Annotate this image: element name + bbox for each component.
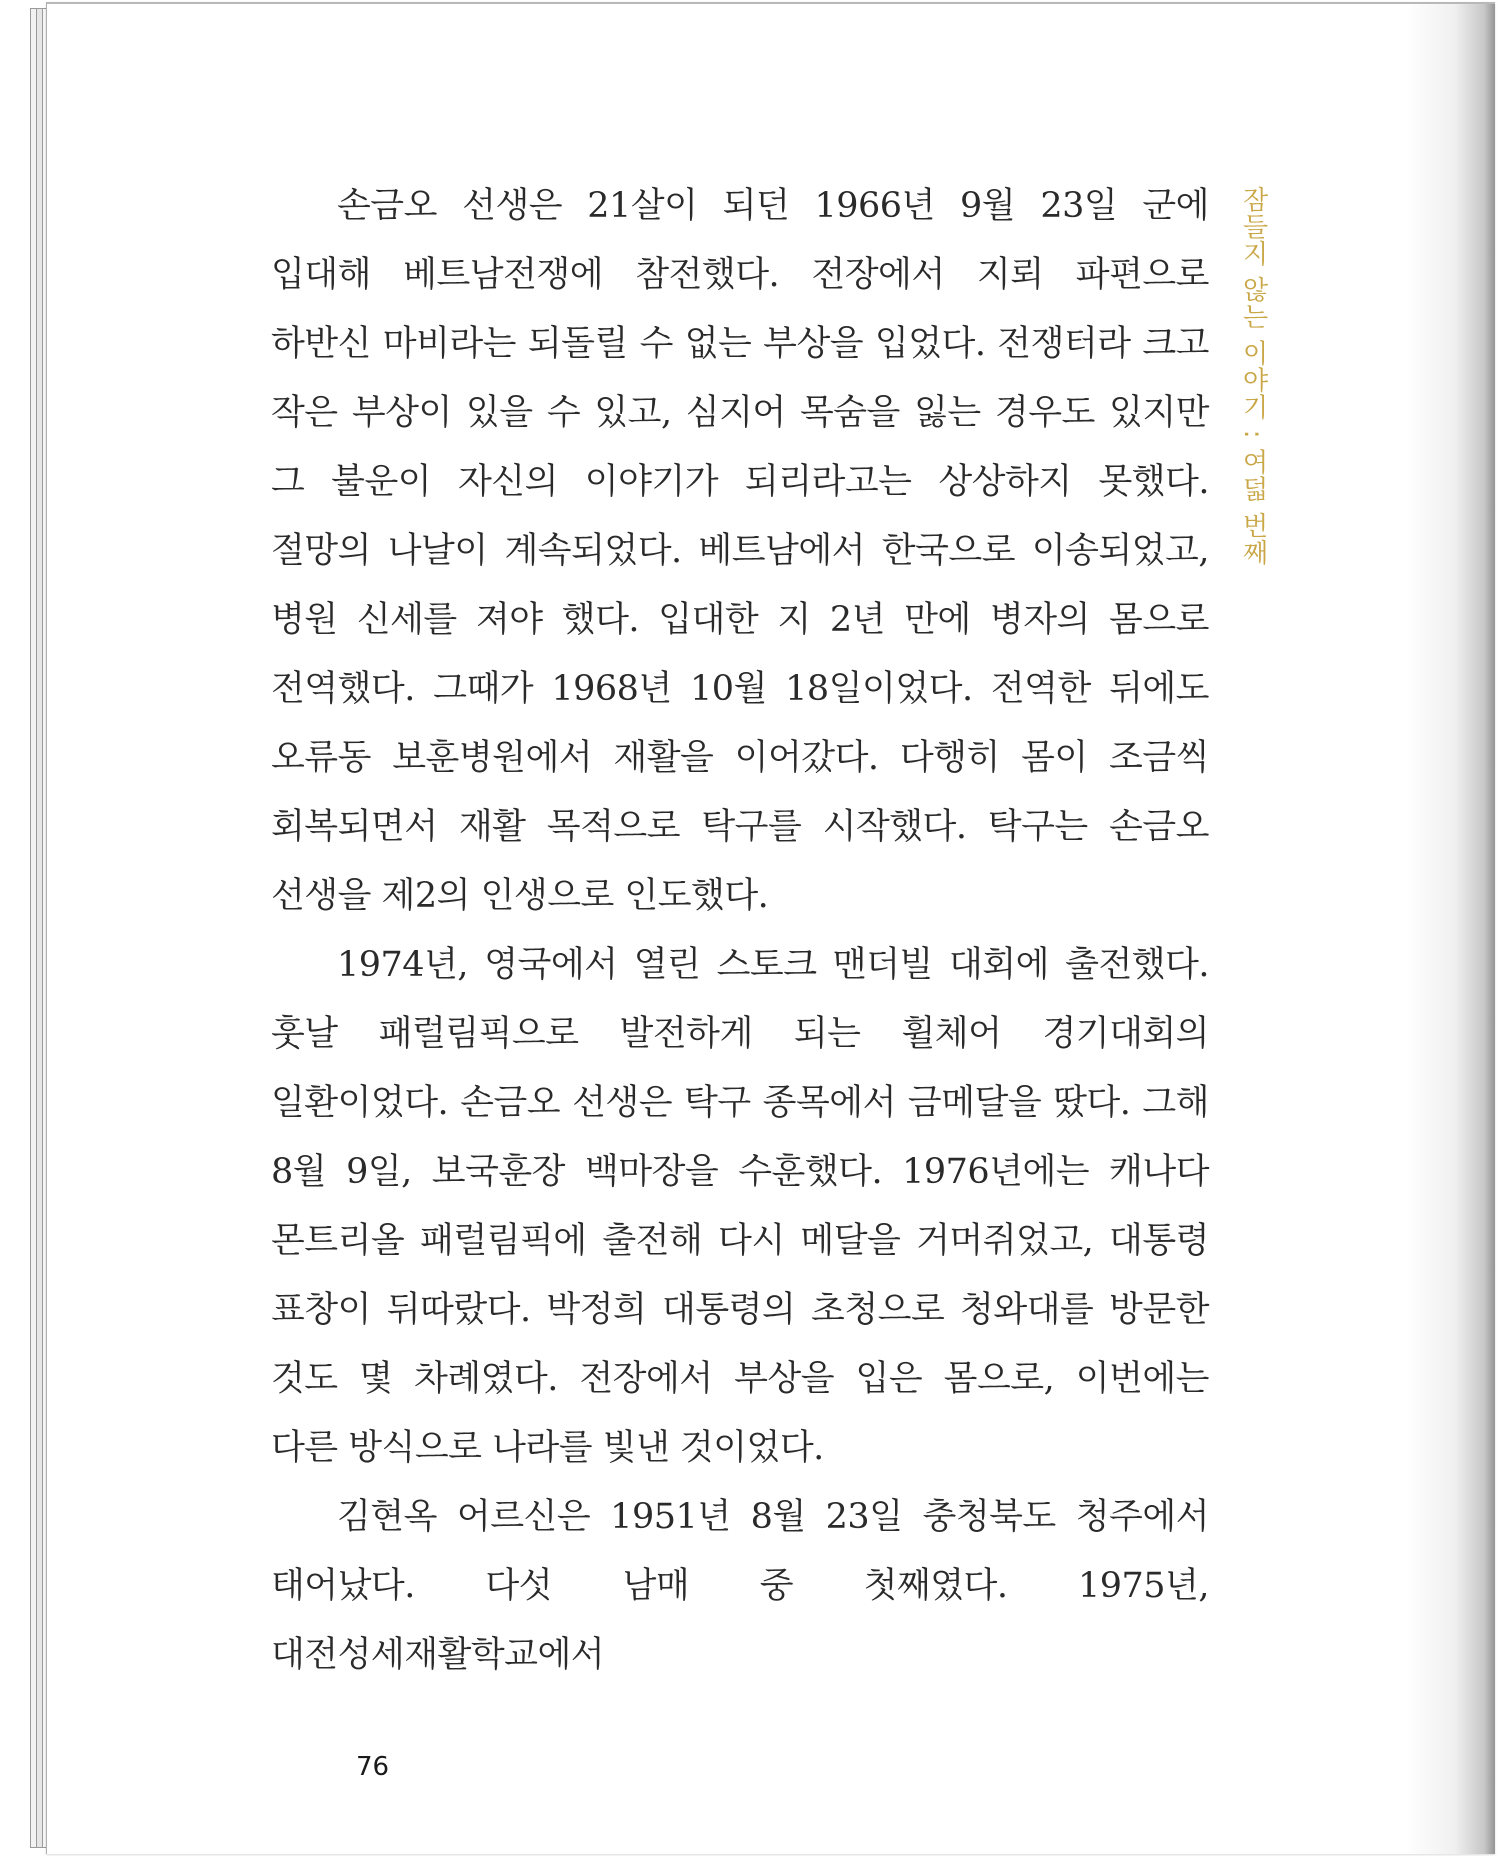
paragraph-1: 손금오 선생은 21살이 되던 1966년 9월 23일 군에 입대해 베트남전쟁에 참전했다. 전장에서 지뢰 파편으로 하반신 마비라는 되돌릴 수 없는 부상을 입었다. 전쟁터라 크고 작은 부상이 있을 수 있고, 심지어 목숨을 잃는 경우도 있지만 그 불운이 자신의 이야기가 되리라고는 상상하지 못했다. 절망의 나날이 계속되었다. 베트남에서 한국으로 이송되었고, 병원 신세를 져야 했다. 입대한 지 2년 만에 병자의 몸으로 전역했다. 그때가 1968년 10월 18일이었다. 전역한 뒤에도 오류동 보훈병원에서 재활을 이어갔다. 다행히 몸이 조금씩 회복되면서 재활 목적으로 탁구를 시작했다. 탁구는 손금오 선생을 제2의 인생으로 인도했다. (271, 186, 1209, 916)
paragraph-2: 1974년, 영국에서 열린 스토크 맨더빌 대회에 출전했다. 훗날 패럴림픽으로 발전하게 되는 휠체어 경기대회의 일환이었다. 손금오 선생은 탁구 종목에서 금메달을 땄다. 그해 8월 9일, 보국훈장 백마장을 수훈했다. 1976년에는 캐나다 몬트리올 패럴림픽에 출전해 다시 메달을 거머쥐었고, 대통령 표창이 뒤따랐다. 박정희 대통령의 초청으로 청와대를 방문한 것도 몇 차례였다. 전장에서 부상을 입은 몸으로, 이번에는 다른 방식으로 나라를 빛낸 것이었다. (271, 945, 1209, 1468)
book-page (46, 2, 1495, 1854)
paragraph-3: 김현옥 어르신은 1951년 8월 23일 충청북도 청주에서 태어났다. 다섯 남매 중 첫째였다. 1975년, 대전성세재활학교에서 (271, 1497, 1209, 1675)
running-head: 잠들지 않는 이야기 : 여덟 번째 (1238, 186, 1268, 567)
body-text (271, 172, 1209, 1690)
page-number: 76 (356, 1752, 390, 1782)
